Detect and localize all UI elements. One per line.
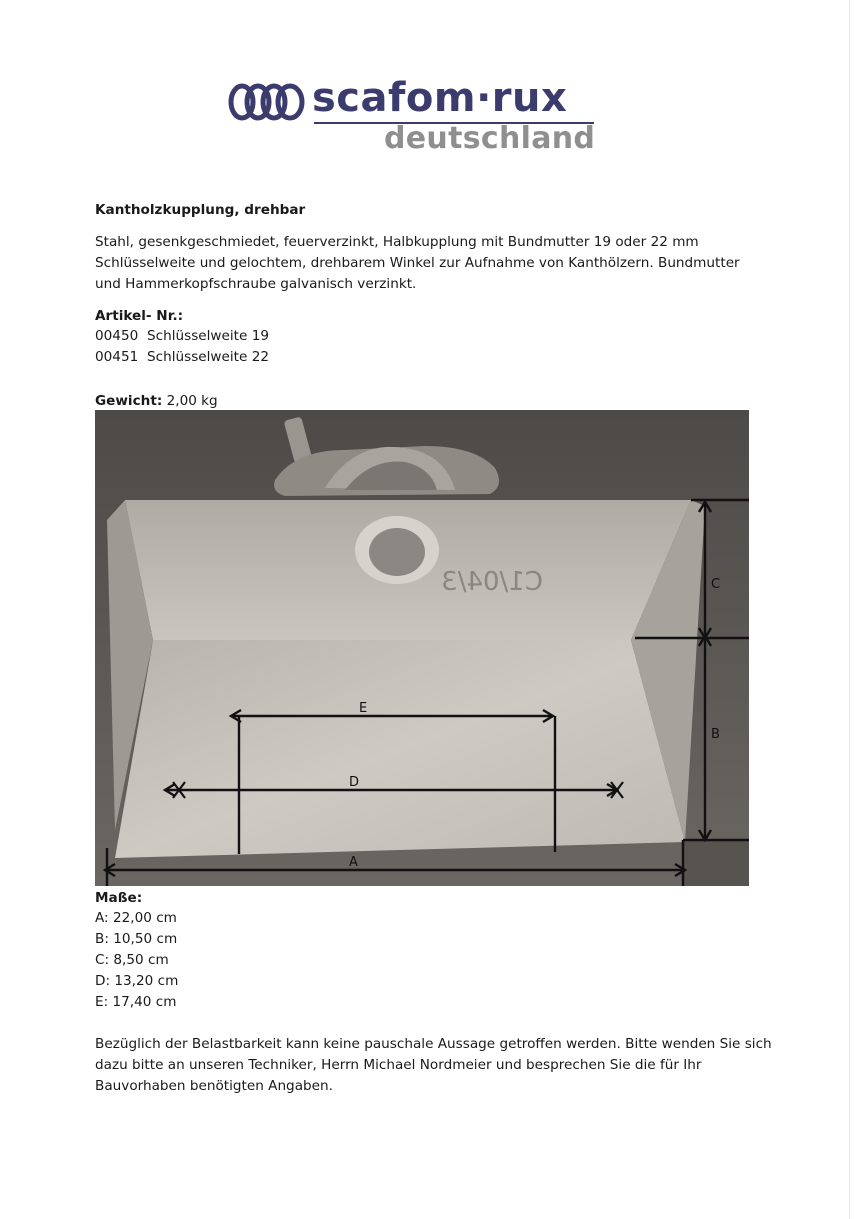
dimension-label-d: D (349, 775, 360, 790)
dimension-item: A: 22,00 cm (95, 910, 177, 926)
dimension-item: E: 17,40 cm (95, 994, 177, 1010)
dimension-label-e: E (359, 701, 368, 716)
dimensions-list (95, 908, 178, 1013)
dimension-item: B: 10,50 cm (95, 931, 178, 947)
logo-mark-icon (226, 82, 306, 122)
logo-brand-text: scafom·rux (312, 75, 568, 121)
page-edge-line (849, 0, 850, 1219)
product-photo (95, 410, 749, 886)
plate-stamp: C1/04/3 (441, 567, 543, 597)
article-row (95, 326, 269, 347)
base-plate (115, 640, 685, 858)
product-description: Stahl, gesenkgeschmiedet, feuerverzinkt, Halbkupplung mit Bundmutter 19 oder 22 mm Schlüsselweite und gelochtem, drehbarem Winkel zur Aufnahme von Kanthölzern. Bundmutter und Hammerkopfschraube galvanisch verzinkt. (95, 234, 740, 292)
article-heading: Artikel- Nr.: (95, 308, 184, 324)
product-title: Kantholzkupplung, drehbar (95, 202, 306, 218)
dimension-label-c: C (711, 577, 721, 592)
product-photo-drawing (95, 410, 749, 886)
article-number: 00451 (95, 349, 139, 365)
dimension-label-b: B (711, 727, 720, 742)
weight-value: 2,00 kg (166, 393, 218, 409)
weight-line (95, 391, 218, 412)
dimension-item: D: 13,20 cm (95, 973, 179, 989)
article-list (95, 326, 269, 368)
article-label: Schlüsselweite 22 (147, 349, 269, 365)
article-label: Schlüsselweite 19 (147, 328, 269, 344)
company-logo (226, 75, 606, 158)
dimension-label-a: A (349, 855, 358, 870)
dimension-item: C: 8,50 cm (95, 952, 169, 968)
weight-label: Gewicht: (95, 393, 163, 409)
article-number: 00450 (95, 328, 139, 344)
logo-sub-text: deutschland (384, 121, 596, 156)
dimensions-heading: Maße: (95, 890, 143, 906)
article-row (95, 347, 269, 368)
load-capacity-note: Bezüglich der Belastbarkeit kann keine pauschale Aussage getroffen werden. Bitte wenden Sie sich dazu bitte an unseren Techniker, Herrn Michael Nordmeier und besprechen Sie die für Ihr Bauvorhaben benötigten Angaben. (95, 1036, 772, 1094)
